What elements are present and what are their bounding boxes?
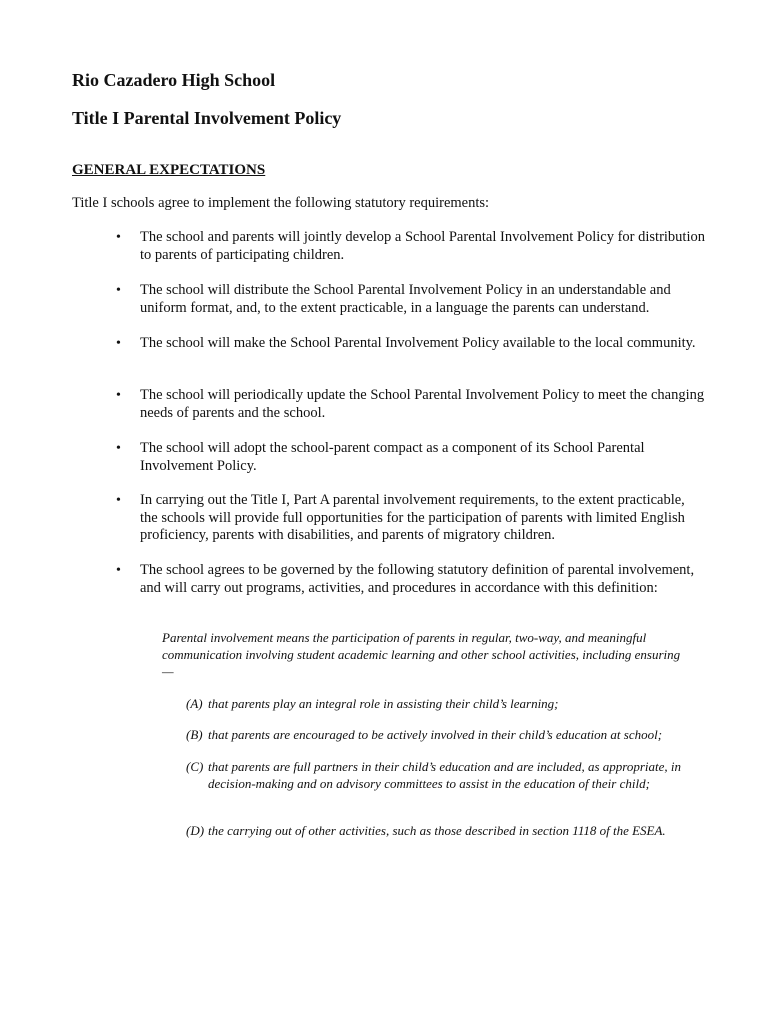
definition-text: that parents are full partners in their child’s education and are included, as appropriate, in decision-making and on advisory committees to assist in the education of their child; [208,759,682,791]
requirement-text: The school and parents will jointly develop a School Parental Involvement Policy for distribution to parents of participating children. [140,229,705,263]
bullet-icon: • [116,563,121,578]
section-heading: GENERAL EXPECTATIONS [72,162,266,178]
definition-item [186,822,706,839]
requirement-item [116,282,706,317]
requirement-item [116,335,706,353]
intro-paragraph: Title I schools agree to implement the following statutory requirements: [72,195,490,211]
bullet-icon: • [116,336,121,351]
definition-letter: (C) [186,759,204,774]
requirement-item [116,229,706,264]
requirement-text: The school will distribute the School Parental Involvement Policy in an understandable and uniform format, and, to the extent practicable, in a language the parents can understand. [140,282,671,316]
definition-text: the carrying out of other activities, such as those described in section 1118 of the ESEA. [208,823,666,838]
requirement-item [116,440,706,475]
bullet-icon: • [116,493,121,508]
bullet-icon: • [116,283,121,298]
bullet-icon: • [116,388,121,403]
requirement-item [116,492,706,545]
requirement-text: The school will periodically update the School Parental Involvement Policy to meet the changing needs of parents and the school. [140,387,705,421]
definition-paragraph: Parental involvement means the participation of parents in regular, two-way, and meaningful communication involving student academic learning and other school activities, including ensuring— [162,630,681,679]
requirement-text: The school agrees to be governed by the following statutory definition of parental involvement, and will carry out programs, activities, and procedures in accordance with this definition: [140,562,695,596]
definition-letter: (B) [186,727,203,742]
definition-item [186,726,706,743]
requirement-item [116,387,706,422]
definition-item [186,695,706,712]
bullet-icon: • [116,230,121,245]
school-name: Rio Cazadero High School [72,70,276,90]
requirement-text: The school will adopt the school-parent compact as a component of its School Parental Involvement Policy. [140,440,645,474]
bullet-icon: • [116,441,121,456]
definition-item [186,758,706,792]
requirement-text: The school will make the School Parental Involvement Policy available to the local community. [140,335,696,351]
requirement-text: In carrying out the Title I, Part A parental involvement requirements, to the extent practicable, the schools will provide full opportunities for the participation of parents with limited English proficiency, parents with disabilities, and parents of migratory children. [140,492,685,543]
definition-letter: (D) [186,823,205,838]
policy-title: Title I Parental Involvement Policy [72,108,342,128]
definition-letter: (A) [186,696,203,711]
definition-text: that parents play an integral role in assisting their child’s learning; [208,696,559,711]
definition-text: that parents are encouraged to be actively involved in their child’s education at school; [208,727,663,742]
requirement-item [116,562,706,597]
